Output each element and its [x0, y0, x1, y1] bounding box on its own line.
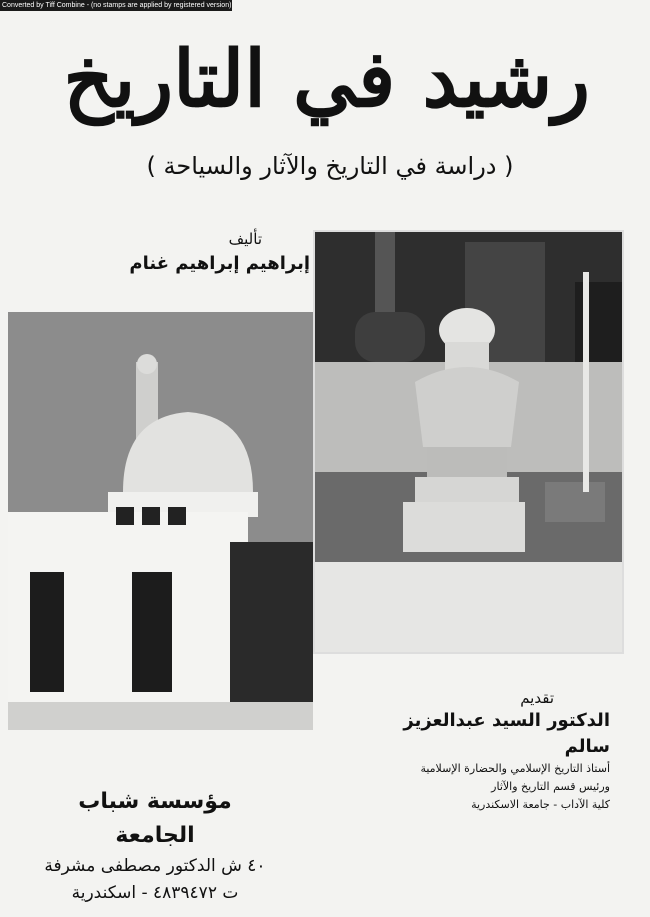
- converter-banner: Converted by Tiff Combine - (no stamps are applied by registered version): [2, 2, 232, 9]
- foreword-line: أستاذ التاريخ الإسلامي والحضارة الإسلامية: [420, 762, 610, 775]
- foreword-name: الدكتور السيد عبدالعزيز سالم: [403, 710, 610, 757]
- book-subtitle: ( دراسة في التاريخ والآثار والسياحة ): [146, 152, 514, 180]
- author-label: تأليف: [228, 230, 262, 248]
- publisher-phone: ت ٤٨٣٩٤٧٢ - اسكندرية: [71, 883, 239, 903]
- foreword-line: ورئيس قسم التاريخ والآثار: [491, 780, 610, 793]
- statue-bust-photo: [313, 230, 624, 654]
- publisher-name: مؤسسة شباب الجامعة: [78, 789, 232, 848]
- foreword-line: كلية الآداب - جامعة الاسكندرية: [471, 798, 610, 811]
- mosque-dome-photo: [8, 312, 313, 730]
- book-title: رشيد في التاريخ: [63, 34, 590, 125]
- author-block: [120, 228, 310, 278]
- foreword-label: تقديم: [520, 689, 554, 707]
- publisher-block: [40, 785, 270, 907]
- author-name: إبراهيم إبراهيم غنام: [129, 253, 310, 274]
- publisher-address: ٤٠ ش الدكتور مصطفى مشرفة: [44, 856, 266, 876]
- foreword-block: [360, 688, 610, 814]
